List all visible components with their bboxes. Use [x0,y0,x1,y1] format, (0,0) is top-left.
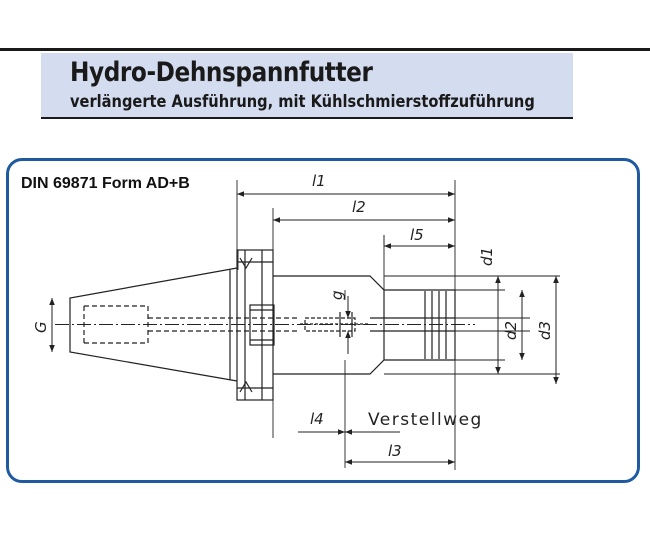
dim-d3: d3 [536,320,554,340]
dim-g: g [328,290,346,300]
standard-label: DIN 69871 Form AD+B [21,175,190,192]
adjustment-label: Verstellweg [368,410,483,430]
flange [237,250,274,400]
dim-d1: d1 [478,246,496,266]
page-subtitle: verlängerte Ausführung, mit Kühlschmierstoffzuführung [70,92,535,112]
page-title: Hydro-Dehnspannfutter [70,57,373,88]
dim-l2: l2 [352,198,366,216]
dim-G: G [32,321,50,333]
chuck-body [273,276,455,374]
dim-l3: l3 [388,442,402,460]
dim-l1: l1 [312,172,326,190]
dim-l4: l4 [310,410,324,428]
dim-d2: d2 [502,320,520,340]
dim-l5: l5 [410,226,424,244]
